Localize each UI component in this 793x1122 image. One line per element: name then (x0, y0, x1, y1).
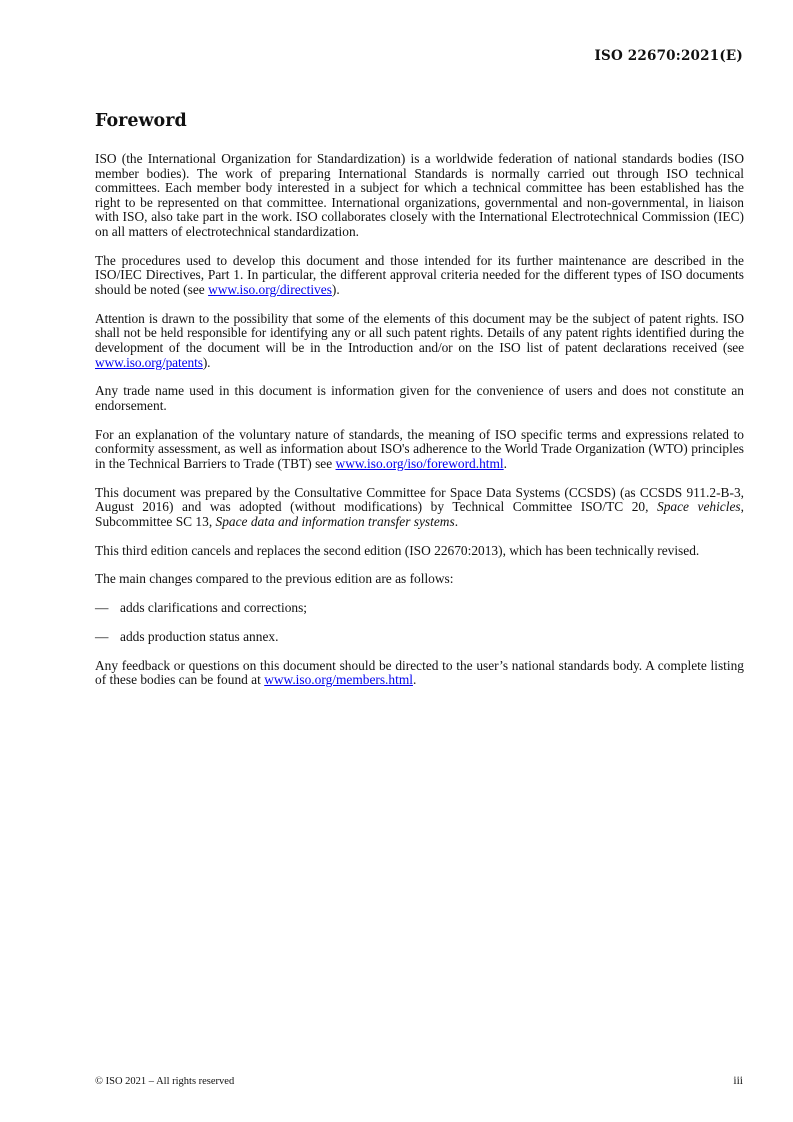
paragraph-iso-intro: ISO (the International Organization for Standardization) is a worldwide federation of national standards bodies (ISO member bodies). The work of preparing International Standards is normally carried out through ISO technical committees. Each member body interested in a subject for which a technical committee has been established has the right to be represented on that committee. International organizations, governmental and non-governmental, in liaison with ISO, also take part in the work. ISO collaborates closely with the International Electrotechnical Commission (IEC) on all matters of electrotechnical standardization. (95, 151, 744, 239)
paragraph-text: Attention is drawn to the possibility that some of the elements of this document may be the subject of patent rights. ISO shall not be held responsible for identifying any or all such patent rights. Details of any patent rights identified during the development of the document will be in the Introduction and/or on the ISO list of patent declarations received (see (95, 310, 744, 355)
paragraph-procedures (95, 254, 744, 298)
paragraph-patents (95, 312, 744, 370)
em-dash-bullet: — (95, 600, 109, 616)
paragraph-text: ). (331, 281, 340, 297)
em-dash-bullet: — (95, 628, 109, 644)
directives-link[interactable]: www.iso.org/directives (208, 281, 332, 297)
document-id-header: ISO 22670:2021(E) (594, 48, 743, 64)
section-title: Foreword (95, 111, 187, 131)
paragraph-voluntary-nature (95, 428, 744, 472)
paragraph-prepared-by (95, 486, 744, 530)
paragraph-text: ). (202, 354, 211, 370)
members-link[interactable]: www.iso.org/members.html (264, 672, 413, 688)
paragraph-text: This document was prepared by the Consultative Committee for Space Data Systems (CCSDS) (as CCSDS 911.2-B-3, August 2016) and was adopted (without modifications) by Technical Committee ISO/TC 20, (95, 484, 744, 515)
list-item-text: adds production status annex. (120, 628, 279, 644)
paragraph-text: Any feedback or questions on this document should be directed to the user’s national standards body. A complete listing of these bodies can be found at (95, 657, 744, 688)
page-number: iii (733, 1075, 743, 1087)
paragraph-trade-name: Any trade name used in this document is information given for the convenience of users and does not constitute an endorsement. (95, 383, 744, 413)
foreword-body (95, 152, 744, 702)
subcommittee-name: Space data and information transfer systems (215, 513, 455, 529)
paragraph-main-changes: The main changes compared to the previous edition are as follows: (95, 571, 454, 587)
patents-link[interactable]: www.iso.org/patents (95, 354, 203, 370)
foreword-link[interactable]: www.iso.org/iso/foreword.html (335, 455, 504, 471)
paragraph-edition: This third edition cancels and replaces the second edition (ISO 22670:2013), which has been technically revised. (95, 542, 700, 558)
list-item (95, 601, 744, 616)
paragraph-text: For an explanation of the voluntary nature of standards, the meaning of ISO specific terms and expressions related to conformity assessment, as well as information about ISO's adherence to the World Trade Organization (WTO) principles in the Technical Barriers to Trade (TBT) see (95, 426, 744, 471)
copyright-footer: © ISO 2021 – All rights reserved (95, 1076, 235, 1087)
paragraph-text: . (412, 672, 417, 688)
list-item-text: adds clarifications and corrections; (120, 600, 308, 616)
list-item (95, 630, 744, 645)
paragraph-text: , Subcommittee SC 13, (95, 499, 744, 529)
paragraph-text: . (454, 513, 459, 529)
paragraph-text: The procedures used to develop this document and those intended for its further maintenance are described in the ISO/IEC Directives, Part 1. In particular, the different approval criteria needed for the different types of ISO documents should be noted (see (95, 252, 744, 297)
paragraph-feedback (95, 659, 744, 688)
paragraph-text: . (503, 455, 508, 471)
committee-name: Space vehicles (657, 499, 741, 515)
